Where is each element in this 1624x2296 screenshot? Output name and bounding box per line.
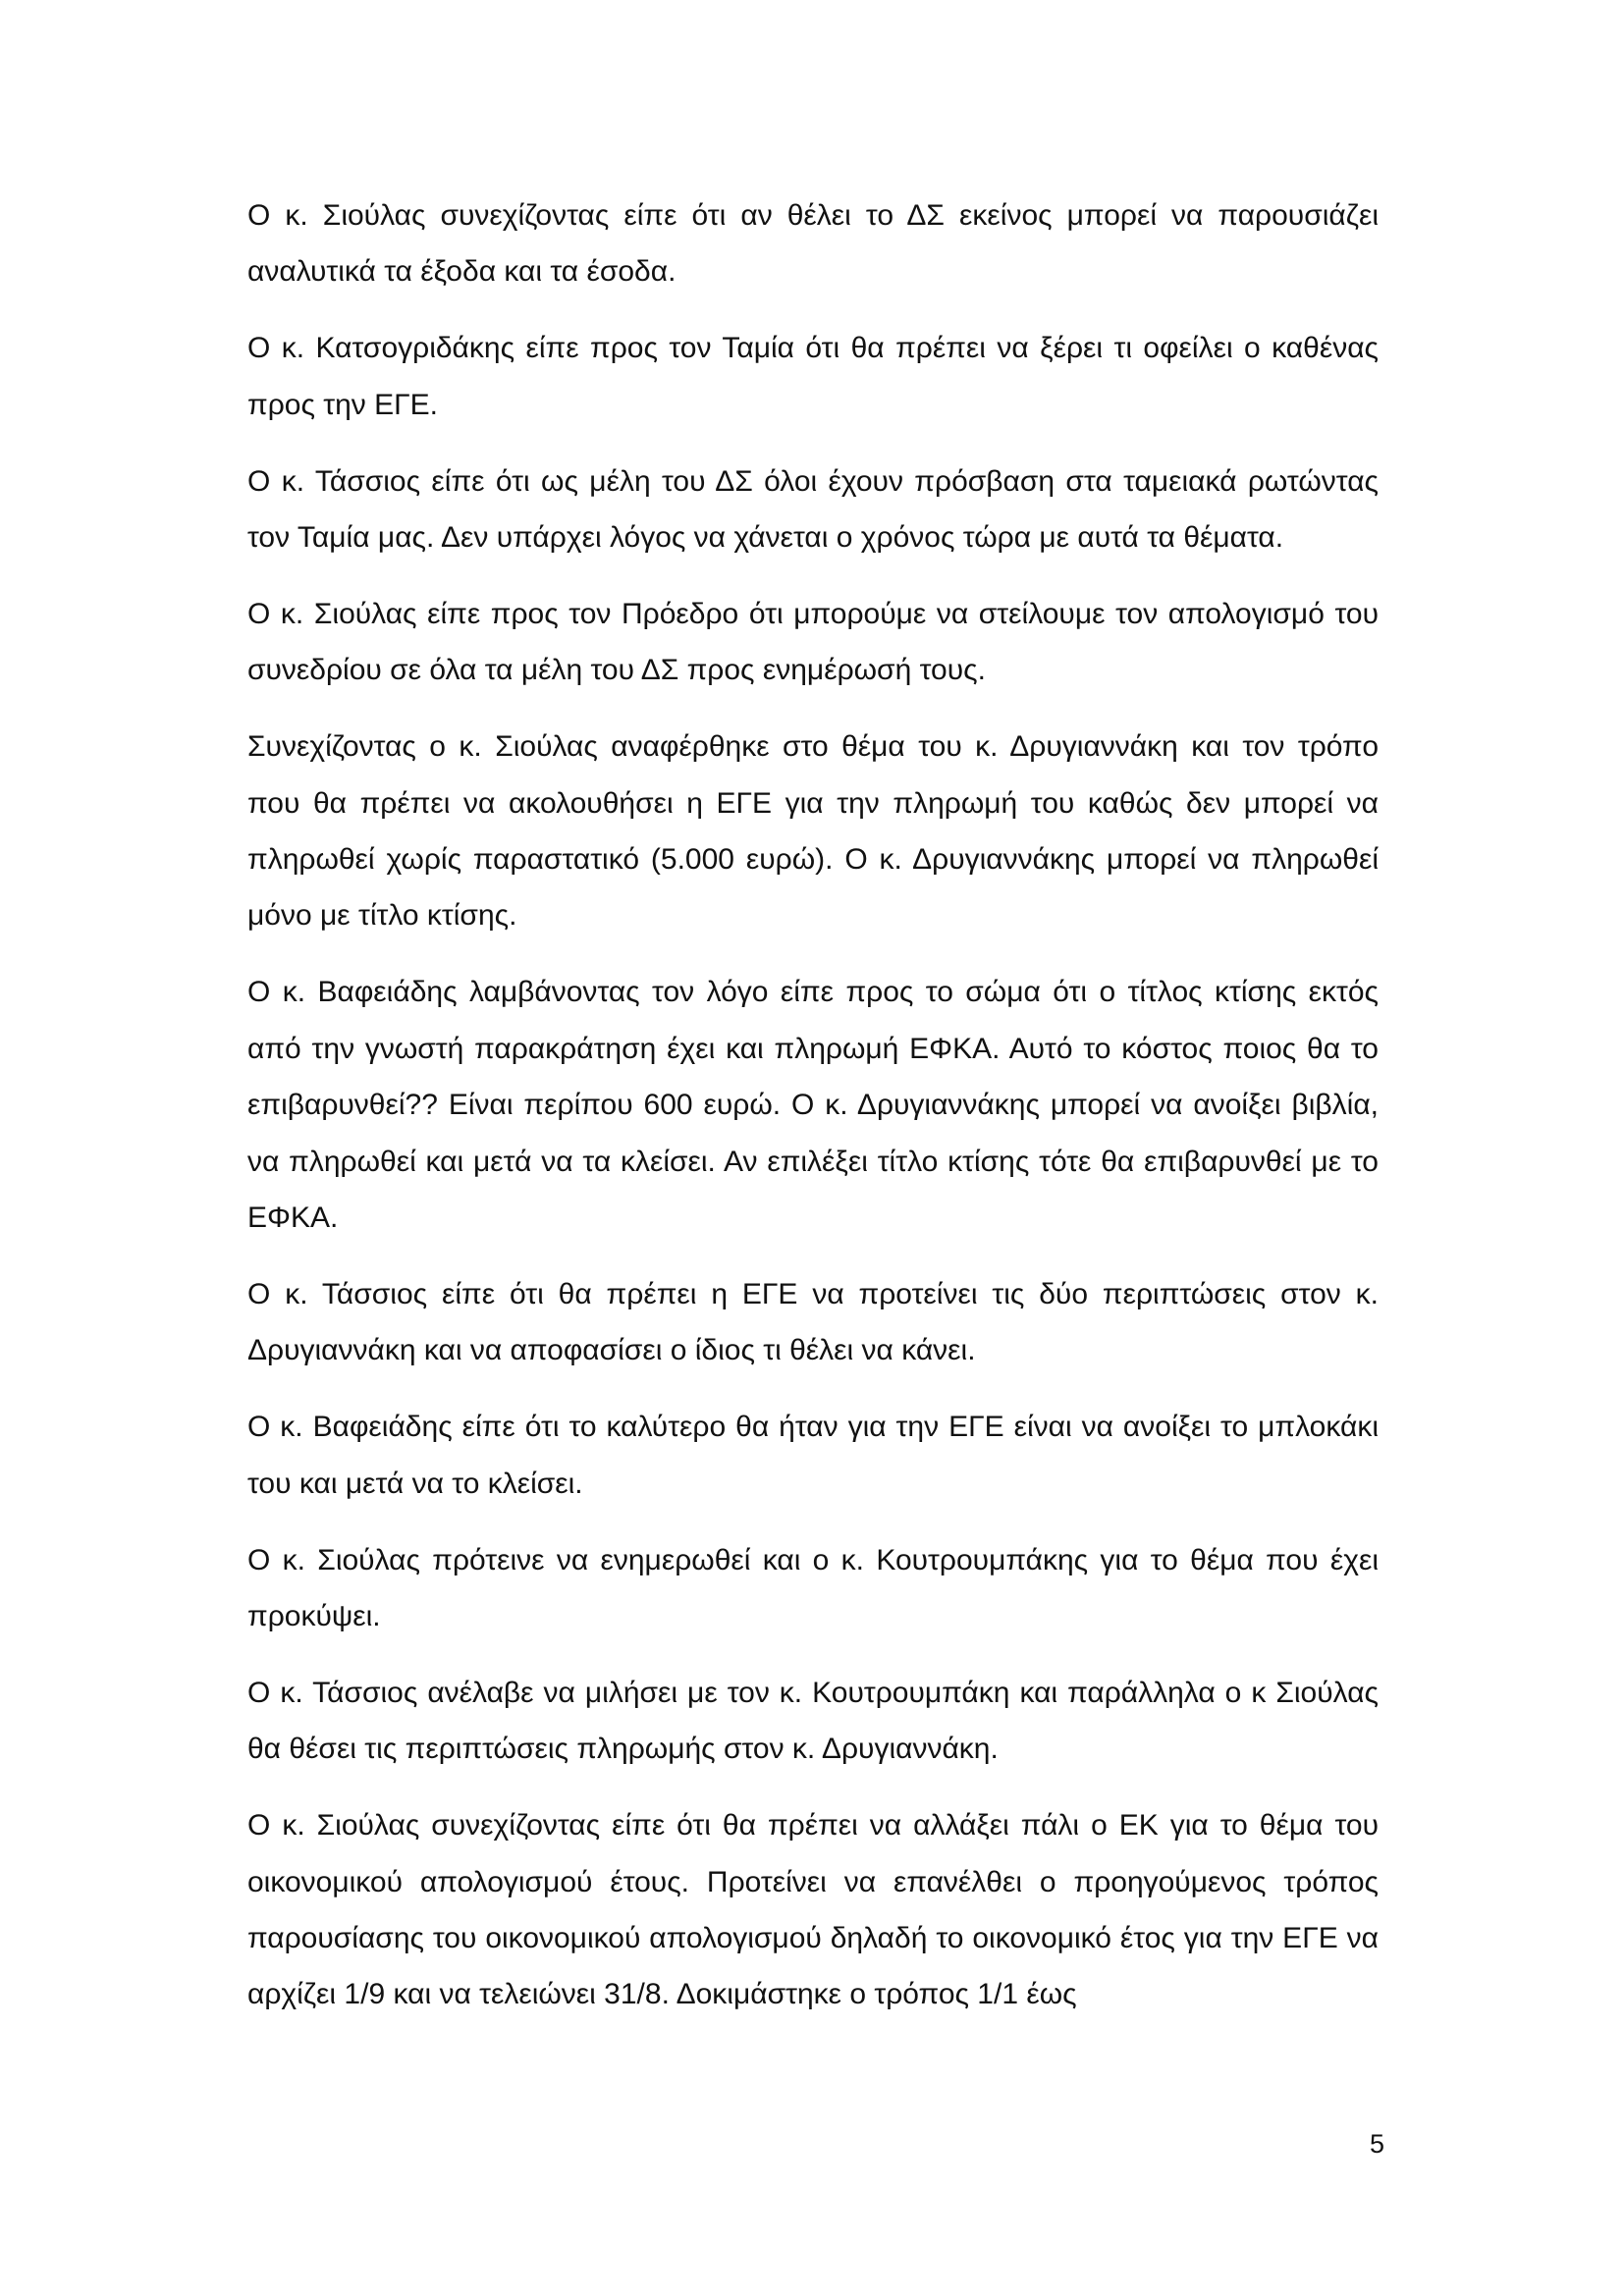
paragraph-sioulas-report: Ο κ. Σιούλας είπε προς τον Πρόεδρο ότι μπορούμε να στείλουμε τον απολογισμό του συνεδρίου σε όλα τα μέλη του ΔΣ προς ενημέρωσή τους. bbox=[247, 597, 1379, 687]
paragraph-tassios-options: Ο κ. Τάσσιος είπε ότι θα πρέπει η ΕΓΕ να προτείνει τις δύο περιπτώσεις στον κ. Δρυγιαννάκη και να αποφασίσει ο ίδιος τι θέλει να κάνει. bbox=[247, 1277, 1379, 1367]
paragraph-vafeiadis-efka: Ο κ. Βαφειάδης λαμβάνοντας τον λόγο είπε προς το σώμα ότι ο τίτλος κτίσης εκτός από την γνωστή παρακράτηση έχει και πληρωμή ΕΦΚΑ. Αυτό το κόστος ποιος θα το επιβαρυνθεί?? Είναι περίπου 600 ευρώ. Ο κ. Δρυγιαννάκης μπορεί να ανοίξει βιβλία, να πληρωθεί και μετά να τα κλείσει. Αν επιλέξει τίτλο κτίσης τότε θα επιβαρυνθεί με το ΕΦΚΑ. bbox=[247, 976, 1379, 1234]
paragraph-katsogridakis: Ο κ. Κατσογριδάκης είπε προς τον Ταμία ότι θα πρέπει να ξέρει τι οφείλει ο καθένας προς την ΕΓΕ. bbox=[247, 332, 1379, 421]
paragraph-tassios-contact: Ο κ. Τάσσιος ανέλαβε να μιλήσει με τον κ. Κουτρουμπάκη και παράλληλα ο κ Σιούλας θα θέσει τις περιπτώσεις πληρωμής στον κ. Δρυγιαννάκη. bbox=[247, 1676, 1379, 1766]
paragraph-sioulas-koutroumpakis: Ο κ. Σιούλας πρότεινε να ενημερωθεί και ο κ. Κουτρουμπάκης για το θέμα που έχει προκύψει. bbox=[247, 1543, 1379, 1632]
paragraph-fiscal-year: Ο κ. Σιούλας συνεχίζοντας είπε ότι θα πρέπει να αλλάξει πάλι ο ΕΚ για το θέμα του οικονομικού απολογισμού έτους. Προτείνει να επανέλθει ο προηγούμενος τρόπος παρουσίασης του οικονομικού απολογισμού δηλαδή το οικονομικό έτος για την ΕΓΕ να αρχίζει 1/9 και να τελειώνει 31/8. Δοκιμάστηκε ο τρόπος 1/1 έως bbox=[247, 1809, 1379, 2011]
paragraph-drygiannakis-payment: Συνεχίζοντας ο κ. Σιούλας αναφέρθηκε στο θέμα του κ. Δρυγιαννάκη και τον τρόπο που θα πρέπει να ακολουθήσει η ΕΓΕ για την πληρωμή του καθώς δεν μπορεί να πληρωθεί χωρίς παραστατικό (5.000 ευρώ). Ο κ. Δρυγιαννάκης μπορεί να πληρωθεί μόνο με τίτλο κτίσης. bbox=[247, 730, 1379, 933]
page-number: 5 bbox=[1369, 2129, 1384, 2159]
paragraph-siou-las-expenses: Ο κ. Σιούλας συνεχίζοντας είπε ότι αν θέλει το ΔΣ εκείνος μπορεί να παρουσιάζει αναλυτικά τα έξοδα και τα έσοδα. bbox=[247, 199, 1379, 289]
paragraph-vafeiadis-invoice: Ο κ. Βαφειάδης είπε ότι το καλύτερο θα ήταν για την ΕΓΕ είναι να ανοίξει το μπλοκάκι του και μετά να το κλείσει. bbox=[247, 1411, 1379, 1500]
paragraph-tassios-access: Ο κ. Τάσσιος είπε ότι ως μέλη του ΔΣ όλοι έχουν πρόσβαση στα ταμειακά ρωτώντας τον Ταμία μας. Δεν υπάρχει λόγος να χάνεται ο χρόνος τώρα με αυτά τα θέματα. bbox=[247, 464, 1379, 555]
document-body bbox=[247, 187, 1379, 2043]
